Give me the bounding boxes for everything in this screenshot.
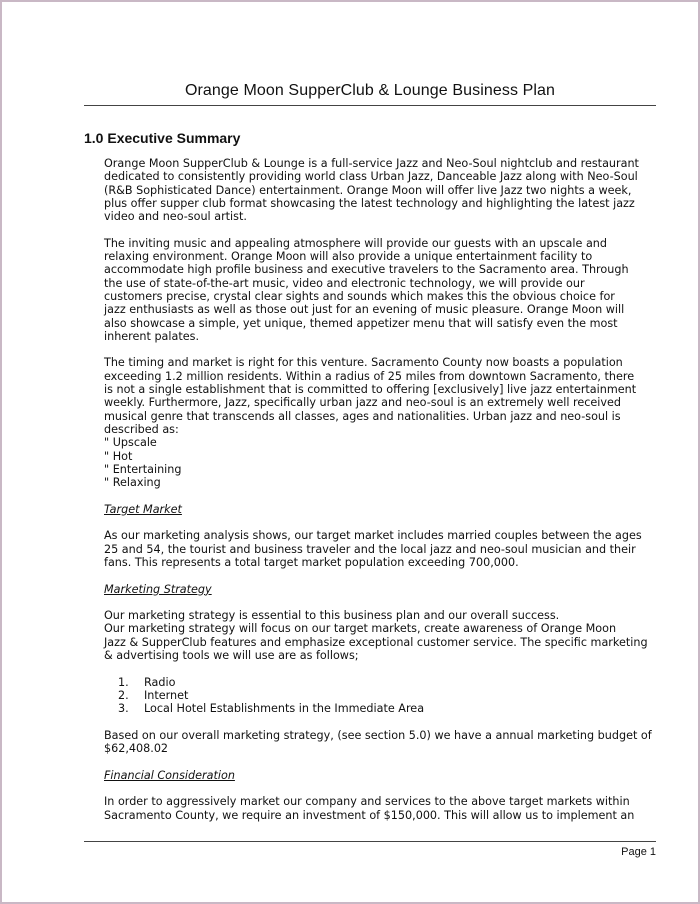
financial-paragraph: In order to aggressively market our company and services to the above target markets within Sacramento County, we require an investment of $150,000. This will allow us to implement an (104, 795, 635, 822)
list-item: " Entertaining (104, 462, 182, 476)
list-item: 3. Local Hotel Establishments in the Immediate Area (118, 702, 425, 716)
marketing-budget-paragraph: Based on our overall marketing strategy, (see section 5.0) we have a annual marketing budget of $62,408.02 (104, 728, 652, 756)
intro-paragraph: Orange Moon SupperClub & Lounge is a full-service Jazz and Neo-Soul nightclub and restaurant dedicated to consistently providing world class Urban Jazz, Danceable Jazz along with Neo-Soul (R&B Sophisticated Dance) entertainment. Orange Moon will offer live Jazz two nights a week, plus offer supper club format showcasing the latest technology and highlighting the latest jazz video and neo-soul artist. (104, 157, 639, 224)
list-item: 1. Radio (118, 675, 176, 689)
marketing-tools-list (104, 676, 660, 716)
list-item: " Upscale (104, 436, 157, 450)
descriptor-list (104, 436, 660, 489)
target-market-paragraph: As our marketing analysis shows, our target market includes married couples between the ages 25 and 54, the tourist and business traveler and the local jazz and neo-soul musician and their fans. This represents a total target market population exceeding 700,000. (104, 529, 642, 569)
list-item: " Hot (104, 449, 133, 463)
marketing-strategy-paragraph: Our marketing strategy is essential to this business plan and our overall success. Our marketing strategy will focus on our target markets, create awareness of Orange Moon Jazz & SupperClub features and emphasize exceptional customer service. The specific marketing & advertising tools we will use are as follows; (104, 609, 648, 662)
document-body (104, 157, 660, 822)
financial-heading: Financial Consideration (104, 768, 235, 782)
atmosphere-paragraph: The inviting music and appealing atmosphere will provide our guests with an upscale and relaxing environment. Orange Moon will also provide a unique entertainment facility to accommodate high profile business and executive travelers to the Sacramento area. Through the use of state-of-the-art music, video and electronic technology, we will provide our customers precise, crystal clear sights and sounds which makes this the obvious choice for jazz enthusiasts as well as those out just for an evening of music pleasure. Orange Moon will also showcase a simple, yet unique, themed appetizer menu that will satisfy even the most inherent palates. (104, 236, 629, 343)
title-divider (84, 105, 656, 106)
document-title: Orange Moon SupperClub & Lounge Business Plan (184, 82, 556, 99)
page-number: Page 1 (621, 846, 656, 858)
target-market-heading: Target Market (104, 502, 182, 516)
marketing-strategy-heading: Marketing Strategy (104, 582, 212, 596)
footer-divider (84, 841, 656, 842)
list-item: " Relaxing (104, 476, 161, 490)
timing-paragraph: The timing and market is right for this venture. Sacramento County now boasts a population exceeding 1.2 million residents. Within a radius of 25 miles from downtown Sacramento, there is not a single establishment that is committed to offering [exclusively] live jazz entertainment weekly. Furthermore, Jazz, specifically urban jazz and neo-soul is an extremely well received musical genre that transcends all classes, ages and nationalities. Urban jazz and neo-soul is described as: (104, 356, 637, 436)
section-heading: 1.0 Executive Summary (84, 130, 241, 146)
list-item: 2. Internet (118, 688, 189, 702)
